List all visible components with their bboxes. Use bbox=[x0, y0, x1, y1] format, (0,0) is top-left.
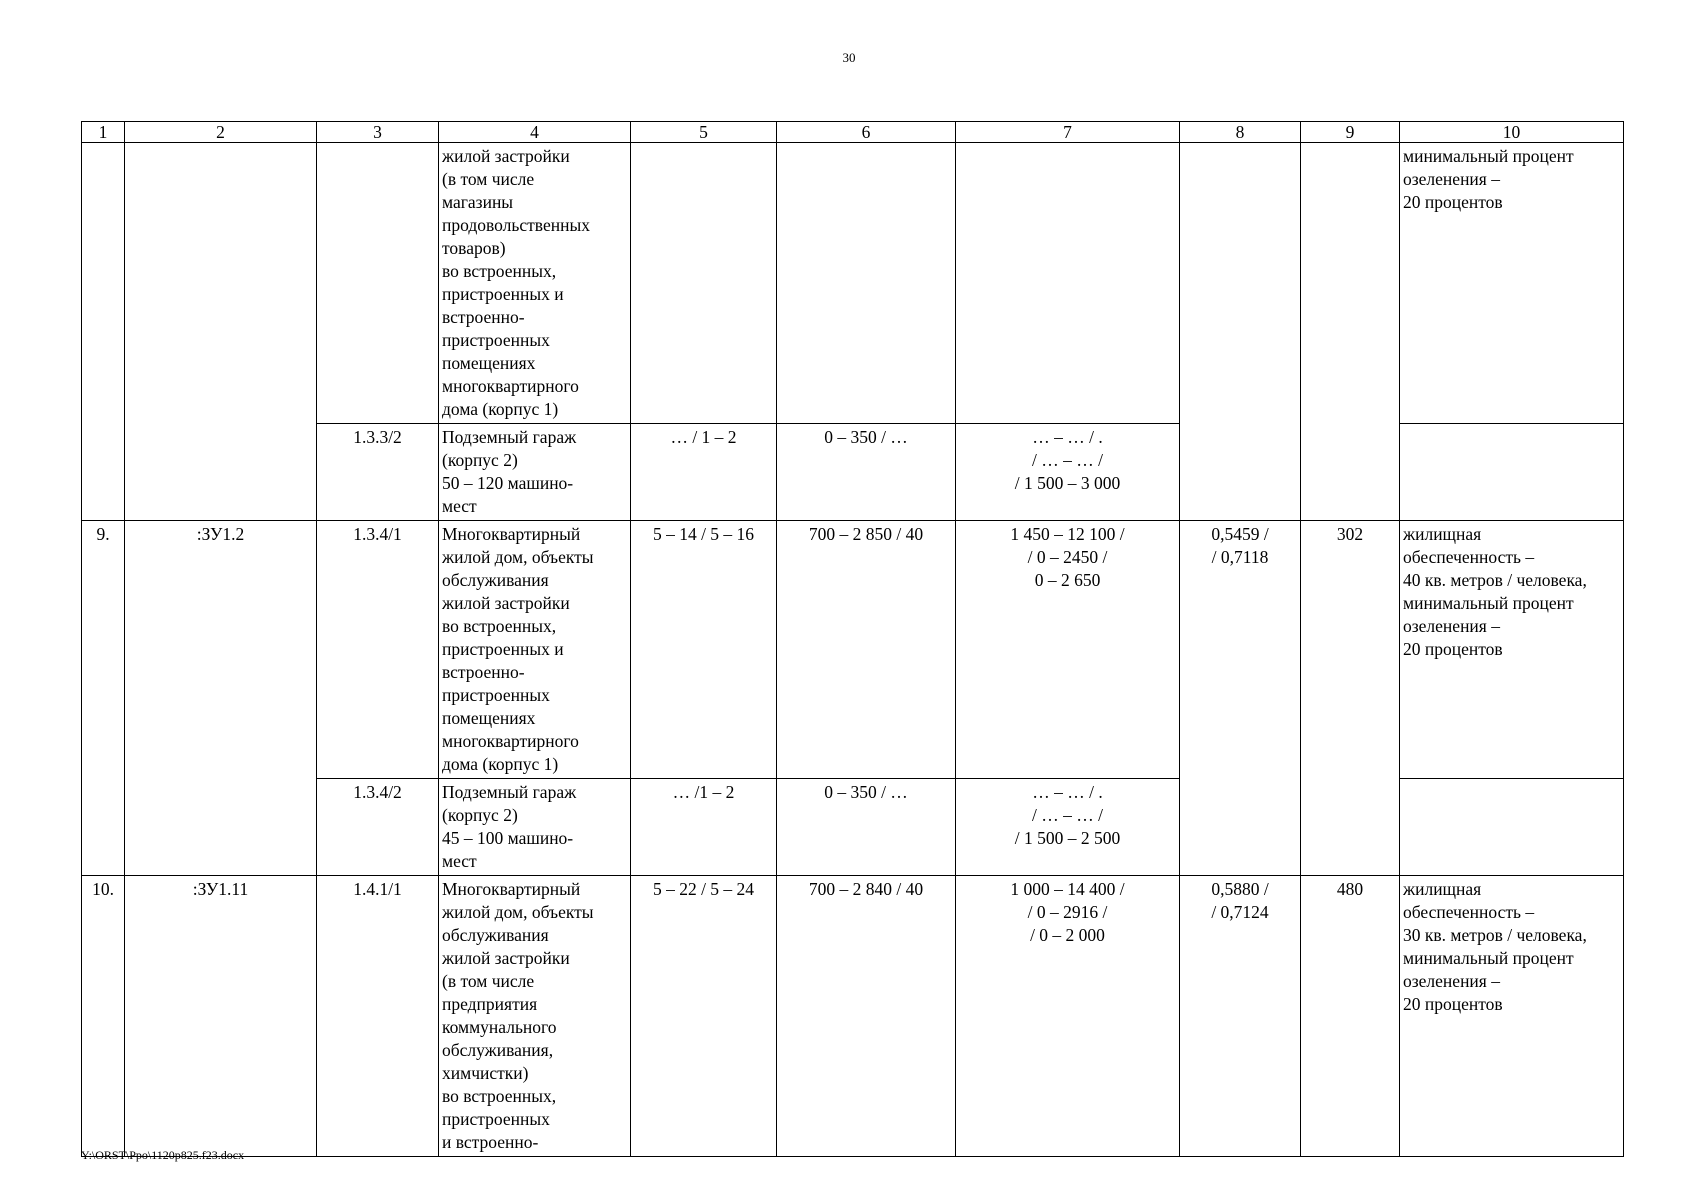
cell-text-line: / 1 500 – 3 000 bbox=[1014, 473, 1121, 493]
cell-text-line: Многоквартирный bbox=[442, 524, 581, 544]
table-cell: 700 – 2 840 / 40 bbox=[777, 876, 956, 1157]
cell-text-line: встроенно- bbox=[442, 662, 525, 682]
cell-text-line: 0,5880 / bbox=[1211, 879, 1269, 899]
cell-text-line: товаров) bbox=[442, 238, 506, 258]
table-cell: 10. bbox=[82, 876, 125, 1157]
cell-text-line: пристроенных и bbox=[442, 639, 564, 659]
table-cell: 0 – 350 / … bbox=[777, 779, 956, 876]
table-cell bbox=[82, 143, 125, 521]
cell-text-line: продовольственных bbox=[442, 215, 590, 235]
cell-text-line: пристроенных и bbox=[442, 284, 564, 304]
column-header: 10 bbox=[1400, 122, 1624, 143]
cell-text-line: 45 – 100 машино- bbox=[442, 828, 574, 848]
cell-text-line: Многоквартирный bbox=[442, 879, 581, 899]
table-cell: 5 – 14 / 5 – 16 bbox=[631, 521, 777, 779]
table-cell bbox=[631, 143, 777, 424]
column-header: 8 bbox=[1180, 122, 1301, 143]
cell-text-line: помещениях bbox=[442, 353, 536, 373]
cell-text-line: обеспеченность – bbox=[1403, 902, 1535, 922]
table-cell: 302 bbox=[1301, 521, 1400, 876]
cell-text-line: / 0,7124 bbox=[1211, 902, 1269, 922]
cell-text-line: 50 – 120 машино- bbox=[442, 473, 574, 493]
cell-text-line: мест bbox=[442, 496, 477, 516]
cell-text-line: / … – … / bbox=[1032, 805, 1103, 825]
cell-text-line: / 0 – 2450 / bbox=[1027, 547, 1108, 567]
table-cell bbox=[956, 779, 1180, 876]
table-row bbox=[82, 876, 1624, 1157]
table-row bbox=[82, 143, 1624, 424]
table-cell: 9. bbox=[82, 521, 125, 876]
table-cell bbox=[1400, 521, 1624, 779]
cell-text-line: обслуживания bbox=[442, 570, 549, 590]
cell-text-line: Подземный гараж bbox=[442, 427, 577, 447]
column-header: 3 bbox=[317, 122, 439, 143]
column-header: 4 bbox=[439, 122, 631, 143]
cell-text-line: минимальный процент bbox=[1403, 146, 1574, 166]
cell-text-line: 1 450 – 12 100 / bbox=[1010, 524, 1125, 544]
cell-text-line: мест bbox=[442, 851, 477, 871]
cell-text-line: жилой застройки bbox=[442, 593, 570, 613]
table-cell: 5 – 22 / 5 – 24 bbox=[631, 876, 777, 1157]
table-cell bbox=[1180, 521, 1301, 876]
table-cell bbox=[777, 143, 956, 424]
cell-text-line: обеспеченность – bbox=[1403, 547, 1535, 567]
cell-text-line: жилой застройки bbox=[442, 146, 570, 166]
cell-text-line: (корпус 2) bbox=[442, 450, 518, 470]
table-cell: 700 – 2 850 / 40 bbox=[777, 521, 956, 779]
cell-text-line: … – … / . bbox=[1032, 782, 1103, 802]
header-row bbox=[82, 122, 1624, 143]
cell-text-line: 0 – 2 650 bbox=[1034, 570, 1101, 590]
cell-text-line: пристроенных bbox=[442, 330, 550, 350]
column-header: 5 bbox=[631, 122, 777, 143]
table-cell bbox=[125, 143, 317, 521]
document-table bbox=[81, 121, 1624, 1157]
table-cell bbox=[317, 143, 439, 424]
cell-text-line: встроенно- bbox=[442, 307, 525, 327]
table-cell bbox=[1400, 779, 1624, 876]
page-number: 30 bbox=[842, 50, 856, 65]
cell-text-line: обслуживания, bbox=[442, 1040, 554, 1060]
table-cell: … /1 – 2 bbox=[631, 779, 777, 876]
table-cell bbox=[439, 424, 631, 521]
cell-text-line: (в том числе bbox=[442, 971, 535, 991]
cell-text-line: коммунального bbox=[442, 1017, 557, 1037]
table-cell bbox=[956, 521, 1180, 779]
cell-text-line: магазины bbox=[442, 192, 514, 212]
cell-text-line: озеленения – bbox=[1403, 169, 1500, 189]
cell-text-line: 20 процентов bbox=[1403, 994, 1503, 1014]
cell-text-line: озеленения – bbox=[1403, 971, 1500, 991]
cell-text-line: жилищная bbox=[1403, 524, 1482, 544]
column-header: 9 bbox=[1301, 122, 1400, 143]
cell-text-line: 40 кв. метров / человека, bbox=[1403, 570, 1587, 590]
table-cell: :ЗУ1.2 bbox=[125, 521, 317, 876]
table-cell: 0 – 350 / … bbox=[777, 424, 956, 521]
cell-text-line: предприятия bbox=[442, 994, 538, 1014]
cell-text-line: / 0,7118 bbox=[1211, 547, 1269, 567]
cell-text-line: жилищная bbox=[1403, 879, 1482, 899]
table-cell bbox=[439, 779, 631, 876]
table-cell bbox=[1180, 876, 1301, 1157]
table-cell: 1.4.1/1 bbox=[317, 876, 439, 1157]
column-header: 1 bbox=[82, 122, 125, 143]
cell-text-line: … – … / . bbox=[1032, 427, 1103, 447]
table-cell bbox=[439, 521, 631, 779]
cell-text-line: пристроенных bbox=[442, 685, 550, 705]
cell-text-line: 20 процентов bbox=[1403, 639, 1503, 659]
footer-file-path: Y:\ORST\Ppo\1120p825.f23.docx bbox=[81, 1148, 245, 1162]
cell-text-line: и встроенно- bbox=[442, 1132, 539, 1152]
cell-text-line: жилой дом, объекты bbox=[442, 547, 594, 567]
table-cell bbox=[956, 424, 1180, 521]
table-cell bbox=[1180, 143, 1301, 521]
cell-text-line: во встроенных, bbox=[442, 616, 557, 636]
cell-text-line: обслуживания bbox=[442, 925, 549, 945]
cell-text-line: (корпус 2) bbox=[442, 805, 518, 825]
table-cell bbox=[439, 143, 631, 424]
table-cell: 1.3.4/2 bbox=[317, 779, 439, 876]
cell-text-line: многоквартирного bbox=[442, 376, 579, 396]
table-cell bbox=[439, 876, 631, 1157]
cell-text-line: жилой застройки bbox=[442, 948, 570, 968]
column-header: 7 bbox=[956, 122, 1180, 143]
cell-text-line: минимальный процент bbox=[1403, 593, 1574, 613]
table-cell bbox=[956, 876, 1180, 1157]
table-cell: 1.3.4/1 bbox=[317, 521, 439, 779]
table-cell: … / 1 – 2 bbox=[631, 424, 777, 521]
cell-text-line: дома (корпус 1) bbox=[442, 399, 559, 419]
table-cell: 1.3.3/2 bbox=[317, 424, 439, 521]
cell-text-line: / 0 – 2916 / bbox=[1027, 902, 1108, 922]
cell-text-line: 0,5459 / bbox=[1211, 524, 1269, 544]
table-cell bbox=[1400, 876, 1624, 1157]
cell-text-line: во встроенных, bbox=[442, 261, 557, 281]
column-header: 6 bbox=[777, 122, 956, 143]
cell-text-line: 1 000 – 14 400 / bbox=[1010, 879, 1125, 899]
table-cell bbox=[1400, 143, 1624, 424]
cell-text-line: / 0 – 2 000 bbox=[1030, 925, 1105, 945]
cell-text-line: жилой дом, объекты bbox=[442, 902, 594, 922]
cell-text-line: Подземный гараж bbox=[442, 782, 577, 802]
cell-text-line: 20 процентов bbox=[1403, 192, 1503, 212]
cell-text-line: минимальный процент bbox=[1403, 948, 1574, 968]
cell-text-line: (в том числе bbox=[442, 169, 535, 189]
cell-text-line: озеленения – bbox=[1403, 616, 1500, 636]
table-cell bbox=[1400, 424, 1624, 521]
cell-text-line: / 1 500 – 2 500 bbox=[1014, 828, 1121, 848]
table-cell bbox=[956, 143, 1180, 424]
cell-text-line: помещениях bbox=[442, 708, 536, 728]
cell-text-line: / … – … / bbox=[1032, 450, 1103, 470]
cell-text-line: пристроенных bbox=[442, 1109, 550, 1129]
table-cell bbox=[1301, 143, 1400, 521]
column-header: 2 bbox=[125, 122, 317, 143]
table-cell: :ЗУ1.11 bbox=[125, 876, 317, 1157]
cell-text-line: 30 кв. метров / человека, bbox=[1403, 925, 1587, 945]
cell-text-line: во встроенных, bbox=[442, 1086, 557, 1106]
cell-text-line: дома (корпус 1) bbox=[442, 754, 559, 774]
table-row bbox=[82, 521, 1624, 779]
cell-text-line: многоквартирного bbox=[442, 731, 579, 751]
table-cell: 480 bbox=[1301, 876, 1400, 1157]
cell-text-line: химчистки) bbox=[442, 1063, 529, 1083]
